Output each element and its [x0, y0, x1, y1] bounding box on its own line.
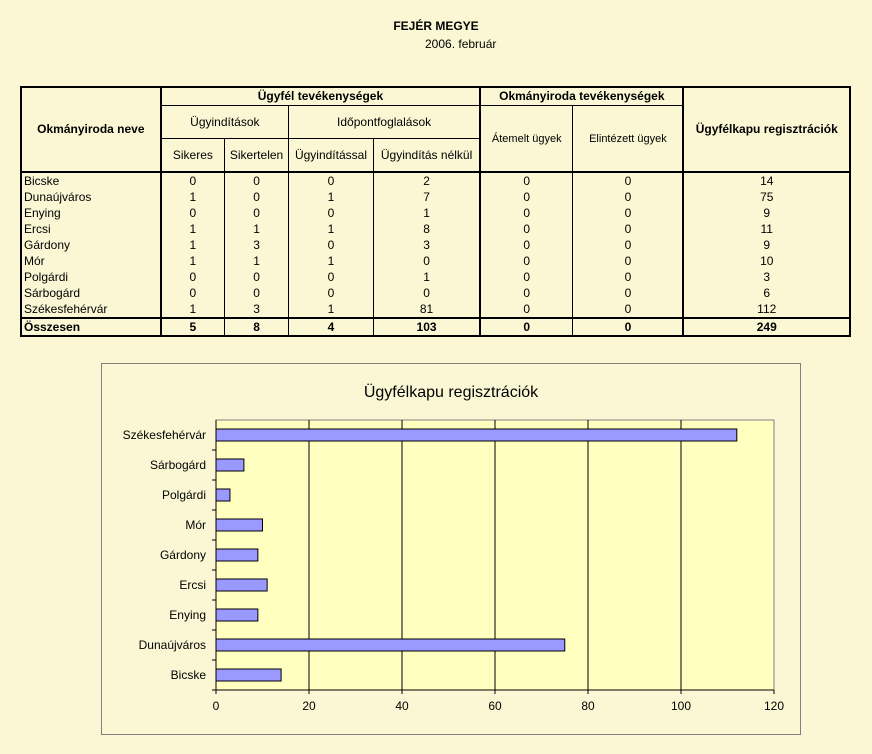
y-tick-label: Sárbogárd	[149, 458, 206, 472]
table-cell-office: Gárdony	[21, 237, 161, 253]
table-cell-value: 3	[683, 269, 850, 285]
table-cell-value: 8	[373, 221, 480, 237]
table-cell-office: Sárbogárd	[21, 285, 161, 301]
table-cell-office: Ercsi	[21, 221, 161, 237]
table-cell-value: 14	[683, 172, 850, 189]
table-cell-value: 0	[573, 237, 684, 253]
table-cell-value: 0	[573, 221, 684, 237]
y-tick-label: Dunaújváros	[138, 638, 206, 652]
bar-bicske	[216, 669, 281, 681]
header-client-activities: Ügyfél tevékenységek	[161, 87, 480, 106]
chart-title: Ügyfélkapu regisztrációk	[363, 384, 539, 401]
table-row	[21, 221, 850, 237]
table-cell-value: 1	[289, 253, 374, 269]
table-cell-value: 0	[161, 285, 225, 301]
x-tick-label: 60	[488, 699, 502, 713]
table-cell-value: 0	[373, 253, 480, 269]
table-cell-value: 0	[225, 285, 289, 301]
table-cell-value: 10	[683, 253, 850, 269]
bar-enying	[216, 609, 258, 621]
table-cell-value: 11	[683, 221, 850, 237]
table-cell-value: 2	[373, 172, 480, 189]
table-total-row	[21, 318, 850, 336]
data-table	[20, 86, 851, 337]
table-cell-value: 0	[480, 205, 573, 221]
table-cell-value: 1	[289, 301, 374, 318]
table-cell-value: 9	[683, 237, 850, 253]
table-cell-value: 0	[573, 269, 684, 285]
bar-ercsi	[216, 579, 267, 591]
x-tick-label: 100	[670, 699, 692, 713]
header-done: Elintézett ügyek	[573, 106, 684, 173]
table-cell-value: 3	[225, 301, 289, 318]
table-cell-value: 0	[480, 172, 573, 189]
table-cell-office: Székesfehérvár	[21, 301, 161, 318]
table-cell-value: 0	[373, 285, 480, 301]
table-cell-value: 0	[225, 205, 289, 221]
table-cell-value: 0	[161, 205, 225, 221]
table-row	[21, 253, 850, 269]
x-tick-label: 20	[302, 699, 316, 713]
table-cell-value: 5	[161, 318, 225, 336]
table-cell-value: 0	[573, 253, 684, 269]
table-cell-value: 0	[225, 172, 289, 189]
table-row	[21, 269, 850, 285]
table-cell-value: 0	[480, 301, 573, 318]
header-success: Sikeres	[161, 139, 225, 173]
header-without-initiation: Ügyindítás nélkül	[373, 139, 480, 173]
table-cell-value: 1	[161, 301, 225, 318]
table-cell-value: 0	[289, 205, 374, 221]
x-tick-label: 0	[212, 699, 220, 713]
table-cell-value: 1	[225, 253, 289, 269]
table-cell-office: Bicske	[21, 172, 161, 189]
table-row	[21, 189, 850, 205]
table-cell-value: 0	[480, 189, 573, 205]
table-cell-value: 1	[225, 221, 289, 237]
table-cell-value: 1	[289, 221, 374, 237]
bar-polgárdi	[216, 489, 230, 501]
table-cell-value: 8	[225, 318, 289, 336]
header-office-name: Okmányiroda neve	[21, 87, 161, 172]
table-cell-value: 0	[480, 221, 573, 237]
table-row	[21, 301, 850, 318]
table-cell-value: 6	[683, 285, 850, 301]
header-registrations: Ügyfélkapu regisztrációk	[683, 87, 850, 172]
table-cell-value: 0	[480, 253, 573, 269]
y-tick-label: Polgárdi	[161, 488, 206, 502]
table-cell-office: Mór	[21, 253, 161, 269]
table-cell-office: Összesen	[21, 318, 161, 336]
table-cell-value: 0	[480, 269, 573, 285]
table-cell-value: 1	[373, 205, 480, 221]
table-cell-office: Enying	[21, 205, 161, 221]
page-subtitle: 2006. február	[425, 37, 497, 51]
header-appointments: Időpontfoglalások	[289, 106, 481, 139]
table-cell-value: 0	[573, 172, 684, 189]
table-cell-value: 0	[289, 285, 374, 301]
table-row	[21, 205, 850, 221]
header-office-activities: Okmányiroda tevékenységek	[480, 87, 683, 106]
table-cell-value: 1	[161, 189, 225, 205]
table-cell-value: 1	[373, 269, 480, 285]
y-tick-label: Gárdony	[159, 548, 206, 562]
y-tick-label: Ercsi	[179, 578, 206, 592]
table-cell-value: 0	[573, 189, 684, 205]
table-cell-value: 0	[573, 205, 684, 221]
chart-container	[101, 363, 801, 735]
table-cell-value: 1	[289, 189, 374, 205]
table-row	[21, 285, 850, 301]
registrations-chart	[102, 364, 800, 734]
x-tick-label: 80	[581, 699, 595, 713]
table-cell-value: 1	[161, 221, 225, 237]
table-cell-value: 0	[225, 189, 289, 205]
table-cell-value: 0	[573, 285, 684, 301]
y-tick-label: Enying	[169, 608, 206, 622]
page-title: FEJÉR MEGYE	[393, 19, 479, 33]
table-cell-value: 1	[161, 253, 225, 269]
bar-székesfehérvár	[216, 429, 737, 441]
table-row	[21, 172, 850, 189]
table-cell-office: Dunaújváros	[21, 189, 161, 205]
x-tick-label: 120	[763, 699, 785, 713]
table-cell-value: 0	[289, 269, 374, 285]
table-cell-value: 75	[683, 189, 850, 205]
table-cell-value: 103	[373, 318, 480, 336]
bar-dunaújváros	[216, 639, 565, 651]
x-tick-label: 40	[395, 699, 409, 713]
table-cell-office: Polgárdi	[21, 269, 161, 285]
header-transferred: Átemelt ügyek	[480, 106, 573, 173]
table-cell-value: 7	[373, 189, 480, 205]
y-tick-label: Bicske	[170, 668, 206, 682]
table-cell-value: 4	[289, 318, 374, 336]
table-cell-value: 112	[683, 301, 850, 318]
header-initiations: Ügyindítások	[161, 106, 289, 139]
table-cell-value: 3	[373, 237, 480, 253]
bar-gárdony	[216, 549, 258, 561]
table-cell-value: 0	[225, 269, 289, 285]
table-cell-value: 0	[289, 237, 374, 253]
y-tick-label: Székesfehérvár	[122, 428, 206, 442]
table-cell-value: 0	[573, 318, 684, 336]
table-cell-value: 249	[683, 318, 850, 336]
table-row	[21, 237, 850, 253]
table-cell-value: 9	[683, 205, 850, 221]
table-cell-value: 0	[289, 172, 374, 189]
bar-mór	[216, 519, 263, 531]
y-tick-label: Mór	[185, 518, 206, 532]
table-cell-value: 0	[480, 318, 573, 336]
table-cell-value: 0	[161, 269, 225, 285]
table-cell-value: 0	[573, 301, 684, 318]
table-cell-value: 0	[161, 172, 225, 189]
table-cell-value: 0	[480, 285, 573, 301]
table-cell-value: 3	[225, 237, 289, 253]
table-cell-value: 1	[161, 237, 225, 253]
table-cell-value: 81	[373, 301, 480, 318]
bar-sárbogárd	[216, 459, 244, 471]
header-with-initiation: Ügyindítással	[289, 139, 374, 173]
header-fail: Sikertelen	[225, 139, 289, 173]
table-cell-value: 0	[480, 237, 573, 253]
